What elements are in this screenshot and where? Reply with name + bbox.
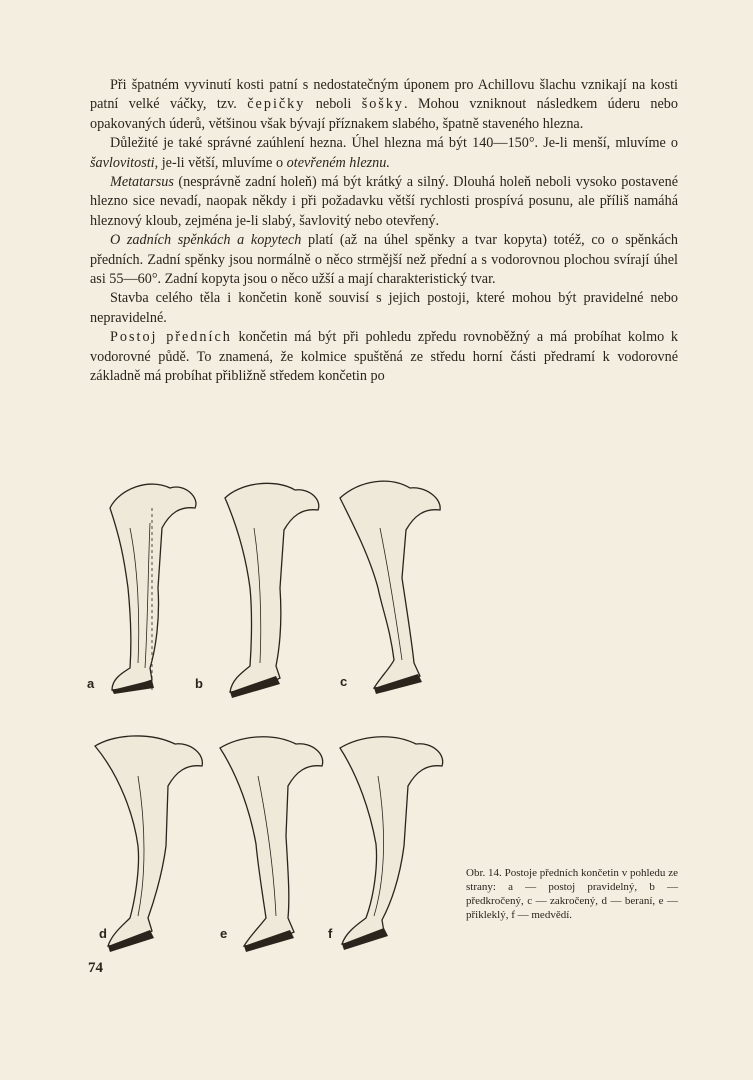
text-run: šošky (361, 96, 405, 113)
text-run: otevřeném hleznu. (286, 154, 390, 171)
text-run: Při špatném vyvinutí kosti patní s nedostatečným úponem pro Achillovu šlachu vznikají na kosti patní velké váčky, tzv. (90, 77, 678, 113)
leg-drawing-e (210, 726, 333, 956)
leg-drawing-b (210, 468, 330, 698)
paragraph (90, 173, 678, 231)
leg-drawing-d (90, 726, 210, 956)
body-text (90, 76, 678, 387)
paragraph (90, 289, 678, 328)
text-run: O zadních spěnkách a kopytech (110, 232, 302, 249)
leg-drawing-c (330, 468, 450, 698)
figure-label-e: e (220, 926, 228, 941)
figure-label-b: b (195, 676, 203, 691)
paragraph (90, 328, 678, 386)
text-run: (nesprávně zadní holeň) má být krátký a silný. Dlouhá holeň neboli vysoko postavené hlezno sice nevadí, naopak někdy i při požadavku větší rychlosti prospívá posunu, ale příliš namáhá hleznový kloub, zejména je-li slabý, šavlovitý nebo otevřený. (90, 174, 678, 229)
text-run: neboli (305, 96, 362, 113)
figure-label-c: c (340, 674, 348, 689)
text-run: Postoj předních (110, 329, 232, 346)
text-run: čepičky (247, 96, 306, 113)
leg-drawing-f (330, 726, 450, 956)
text-run: platí (až na úhel spěnky a tvar kopyta) totéž, co o spěnkách předních. Zadní spěnky jsou normálně o něco strmější než přední a s vodorovnou plochou svírají úhel asi 55—60°. Zadní kopyta jsou o něco užší a mají charakteristický tvar. (90, 232, 678, 288)
leg-a-shape (110, 484, 196, 694)
text-run: Stavba celého těla i končetin koně souvisí s jejich postoji, které mohou být pravidelné nebo nepravidelné. (90, 290, 678, 326)
text-run: Metatarsus (110, 174, 174, 191)
leg-drawing-a (90, 468, 210, 698)
figure-caption: Obr. 14. Postoje předních končetin v pohledu ze strany: a — postoj pravidelný, b — předkročený, c — zakročený, d — beraní, e — přikleklý, f — medvědí. (466, 867, 678, 921)
text-run: končetin má být při pohledu zpředu rovnoběžný a má probíhat kolmo k vodorovné půdě. To znamená, že kolmice spuštěná ze středu horní části předramí k vodorovné základně má probíhat přibližně středem končetin po (90, 329, 679, 385)
figure-label-a: a (87, 676, 95, 691)
paragraph (90, 231, 678, 289)
paragraph (90, 134, 678, 173)
text-run: . Mohou vzniknout následkem úderu nebo opakovaných úderů, většinou však bývají příznakem slabého, špatně staveného hlezna. (90, 96, 678, 132)
page-number: 74 (88, 960, 103, 976)
figure-label-d: d (99, 926, 107, 941)
figure-14 (85, 468, 460, 958)
text-run: šavlovitosti (90, 154, 155, 171)
text-run: , je-li větší, mluvíme o (154, 154, 287, 171)
figure-label-f: f (328, 926, 333, 941)
paragraph (90, 76, 678, 134)
text-run: Důležité je také správné zaúhlení hezna. Úhel hlezna má být 140—150°. Je-li menší, mluvíme o (110, 135, 678, 152)
